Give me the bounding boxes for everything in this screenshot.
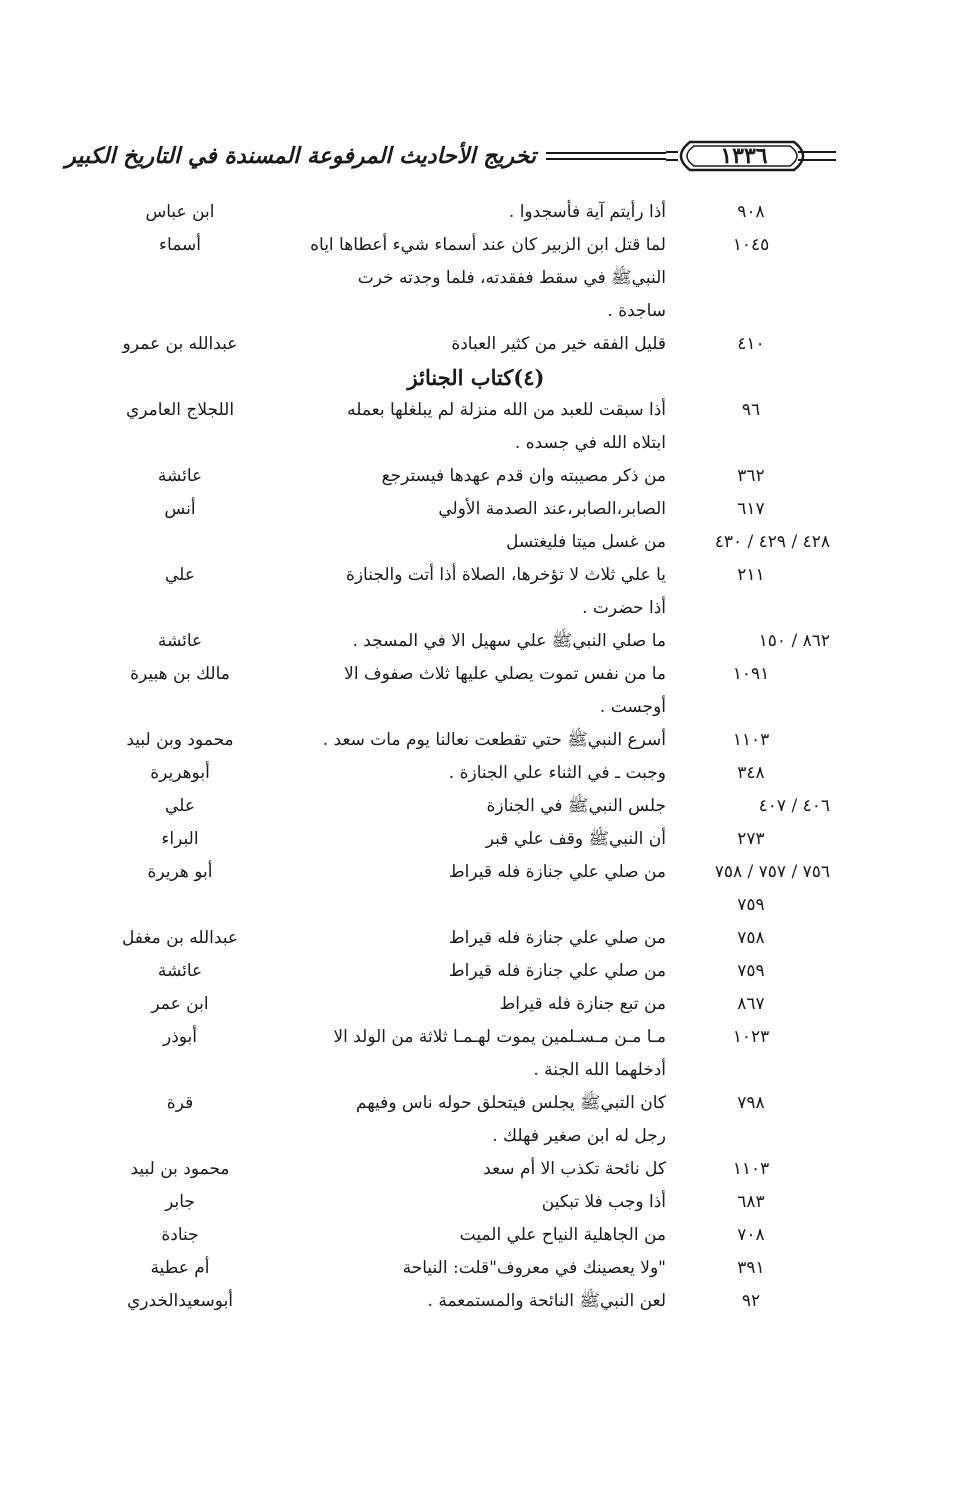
hadith-text bbox=[276, 856, 666, 889]
table-row bbox=[0, 1087, 956, 1153]
narrator-name: عبدالله بن عمرو bbox=[122, 334, 238, 354]
narrator-name: البراء bbox=[161, 829, 199, 849]
hadith-text-line: من صلي علي جنازة فله قيراط bbox=[448, 961, 666, 981]
hadith-text-line: ما من نفس تموت يصلي عليها ثلاث صفوف الا bbox=[344, 664, 666, 684]
hadith-text bbox=[276, 790, 666, 823]
table-row bbox=[0, 196, 956, 229]
hadith-text bbox=[276, 658, 666, 724]
hadith-number: ٢١١ bbox=[737, 565, 765, 585]
hadith-number: ١١٠٣ bbox=[732, 1159, 770, 1179]
hadith-number: ٤١٠ bbox=[737, 334, 765, 354]
hadith-text-line: الصابر،الصابر،عند الصدمة الأولي bbox=[438, 499, 666, 519]
table-row bbox=[0, 658, 956, 724]
hadith-text-line: قليل الفقه خير من كثير العبادة bbox=[451, 334, 666, 354]
narrator-name: عائشة bbox=[157, 631, 203, 651]
table-row bbox=[0, 625, 956, 658]
table-row bbox=[0, 1186, 956, 1219]
hadith-number: ٩٢ bbox=[741, 1291, 761, 1311]
hadith-number: ٨٦٧ bbox=[737, 994, 765, 1014]
narrator-name: محمود بن لبيد bbox=[130, 1159, 230, 1179]
table-row bbox=[0, 526, 956, 559]
hadith-text-line: أذا سبقت للعبد من الله منزلة لم يبلغلها بعمله bbox=[347, 400, 666, 420]
table-row bbox=[0, 757, 956, 790]
hadith-number: ١١٠٣ bbox=[732, 730, 770, 750]
hadith-number: ١٠٩١ bbox=[732, 664, 770, 684]
hadith-text bbox=[276, 1285, 666, 1318]
hadith-text bbox=[276, 955, 666, 988]
hadith-number: ٣٤٨ bbox=[737, 763, 765, 783]
table-row bbox=[0, 328, 956, 361]
narrator-name: قرة bbox=[166, 1093, 194, 1113]
narrator-name: ابن عمر bbox=[151, 994, 209, 1014]
page-header bbox=[65, 138, 836, 174]
table-row bbox=[0, 1153, 956, 1186]
hadith-number: ٧٩٨ bbox=[737, 1093, 765, 1113]
page-number: ١٣٣٦ bbox=[720, 143, 768, 169]
hadith-text bbox=[276, 1153, 666, 1186]
table-row bbox=[0, 1219, 956, 1252]
hadith-text bbox=[276, 394, 666, 460]
hadith-number: ٤٢٨ / ٤٢٩ / ٤٣٠ bbox=[714, 532, 830, 552]
narrator-name: اللجلاج العامري bbox=[125, 400, 235, 420]
hadith-text-line: أوجست . bbox=[599, 697, 666, 717]
narrator-name: أبو هريرة bbox=[147, 862, 213, 882]
section-heading-row bbox=[0, 361, 956, 394]
hadith-number: ٧٥٩ bbox=[737, 961, 765, 981]
hadith-number: ٨٦٢ / ١٥٠ bbox=[758, 631, 830, 651]
hadith-text bbox=[276, 1021, 666, 1087]
hadith-number: ٩٠٨ bbox=[737, 202, 765, 222]
narrator-name: جنادة bbox=[161, 1225, 199, 1245]
table-row bbox=[0, 493, 956, 526]
hadith-number: ٦٨٣ bbox=[737, 1192, 765, 1212]
narrator-name: أبوذر bbox=[162, 1027, 198, 1047]
hadith-text bbox=[276, 757, 666, 790]
table-row bbox=[0, 1021, 956, 1087]
hadith-number: ٤٠٦ / ٤٠٧ bbox=[758, 796, 830, 816]
hadith-text-line: أذا حضرت . bbox=[582, 598, 666, 618]
narrator-name: أم عطية bbox=[150, 1258, 210, 1278]
hadith-text-line: رجل له ابن صغير فهلك . bbox=[492, 1126, 666, 1146]
narrator-name: أبوسعيدالخدري bbox=[126, 1291, 234, 1311]
hadith-text bbox=[276, 1186, 666, 1219]
table-row bbox=[0, 394, 956, 460]
hadith-text-line: من صلي علي جنازة فله قيراط bbox=[448, 928, 666, 948]
hadith-number: ٧٠٨ bbox=[737, 1225, 765, 1245]
narrator-name: جابر bbox=[165, 1192, 195, 1212]
table-row bbox=[0, 229, 956, 328]
table-row bbox=[0, 559, 956, 625]
narrator-name: مالك بن هبيرة bbox=[130, 664, 230, 684]
hadith-number: ٦١٧ bbox=[737, 499, 765, 519]
hadith-text-line: أن النبيﷺ وقف علي قبر bbox=[485, 829, 666, 849]
hadith-text-line: لعن النبيﷺ النائحة والمستمعمة . bbox=[427, 1291, 666, 1311]
hadith-text-line: من الجاهلية النياح علي الميت bbox=[459, 1225, 666, 1245]
hadith-text-line: من تبع جنازة فله قيراط bbox=[499, 994, 666, 1014]
narrator-name: أبوهريرة bbox=[150, 763, 210, 783]
hadith-text-line: النبيﷺ في سقط ففقدته، فلما وجدته خرت bbox=[357, 268, 666, 288]
hadith-text bbox=[276, 328, 666, 361]
narrator-name: ابن عباس bbox=[145, 202, 215, 222]
hadith-text bbox=[276, 559, 666, 625]
hadith-text-line: كان التبيﷺ يجلس فيتحلق حوله ناس وفيهم bbox=[355, 1093, 666, 1113]
table-row bbox=[0, 790, 956, 823]
hadith-number: ٣٦٢ bbox=[737, 466, 765, 486]
table-row bbox=[0, 823, 956, 856]
running-title: تخريج الأحاديث المرفوعة المسندة في التاريخ الكبير bbox=[65, 143, 536, 169]
hadith-number: ٣٩١ bbox=[737, 1258, 765, 1278]
hadith-text bbox=[276, 823, 666, 856]
hadith-text-line: مـا مـن مـسـلمين يموت لهـمـا ثلاثة من الولد الا bbox=[333, 1027, 666, 1047]
hadith-text bbox=[276, 1219, 666, 1252]
narrator-name: علي bbox=[165, 796, 195, 816]
hadith-text bbox=[276, 526, 666, 559]
narrator-name: أسماء bbox=[159, 235, 201, 255]
hadith-index-table bbox=[0, 196, 956, 1318]
narrator-name: محمود وبن لبيد bbox=[126, 730, 234, 750]
hadith-text-line: أدخلهما الله الجنة . bbox=[533, 1060, 666, 1080]
hadith-number: ١٠٢٣ bbox=[732, 1027, 770, 1047]
hadith-text-line: وجبت ـ في الثناء علي الجنازة . bbox=[448, 763, 666, 783]
hadith-text-line: ابتلاه الله في جسده . bbox=[514, 433, 666, 453]
narrator-name: عائشة bbox=[157, 961, 203, 981]
hadith-number: ١٠٤٥ bbox=[732, 235, 770, 255]
hadith-text bbox=[276, 460, 666, 493]
hadith-text-line: ما صلي النبيﷺ علي سهيل الا في المسجد . bbox=[352, 631, 666, 651]
hadith-text-line: أسرع النبيﷺ حتي تقطعت نعالنا يوم مات سعد . bbox=[322, 730, 666, 750]
table-row bbox=[0, 460, 956, 493]
narrator-name: أنس bbox=[164, 499, 196, 519]
hadith-number: ٧٥٨ bbox=[737, 928, 765, 948]
hadith-text-line: أذا وجب فلا تبكين bbox=[541, 1192, 666, 1212]
hadith-number: ٢٧٣ bbox=[737, 829, 765, 849]
narrator-name: عائشة bbox=[157, 466, 203, 486]
hadith-text-line: جلس النبيﷺ في الجنازة bbox=[486, 796, 666, 816]
narrator-name: عبدالله بن مغفل bbox=[121, 928, 239, 948]
hadith-text-line: من ذكر مصيبته وان قدم عهدها فيسترجع bbox=[381, 466, 666, 486]
hadith-text bbox=[276, 625, 666, 658]
hadith-text bbox=[276, 988, 666, 1021]
hadith-text-line: من غسل ميتا فليغتسل bbox=[506, 532, 666, 552]
section-title: (٤)كتاب الجنائز bbox=[407, 365, 545, 390]
page-number-frame bbox=[666, 138, 836, 174]
table-row bbox=[0, 922, 956, 955]
table-row bbox=[0, 955, 956, 988]
hadith-text bbox=[276, 1252, 666, 1285]
hadith-number: ٩٦ bbox=[741, 400, 761, 420]
table-row bbox=[0, 988, 956, 1021]
hadith-text bbox=[276, 922, 666, 955]
narrator-name: علي bbox=[165, 565, 195, 585]
hadith-text-line: يا علي ثلاث لا تؤخرها، الصلاة أذا أتت والجنازة bbox=[345, 565, 666, 585]
hadith-number: ٧٥٩ bbox=[737, 895, 765, 915]
hadith-text bbox=[276, 229, 666, 328]
hadith-text-line: "ولا يعصينك في معروف"قلت: النياحة bbox=[402, 1258, 666, 1278]
hadith-text bbox=[276, 493, 666, 526]
hadith-text bbox=[276, 724, 666, 757]
hadith-text bbox=[276, 196, 666, 229]
table-row bbox=[0, 724, 956, 757]
hadith-text-line: لما قتل ابن الزبير كان عند أسماء شيء أعطاها اياه bbox=[310, 235, 666, 255]
table-row bbox=[0, 1252, 956, 1285]
table-row bbox=[0, 889, 956, 922]
hadith-text bbox=[276, 1087, 666, 1153]
header-double-rule bbox=[546, 152, 666, 160]
table-row bbox=[0, 1285, 956, 1318]
hadith-text-line: من صلي علي جنازة فله قيراط bbox=[448, 862, 666, 882]
hadith-number: ٧٥٦ / ٧٥٧ / ٧٥٨ bbox=[714, 862, 830, 882]
hadith-text-line: كل نائحة تكذب الا أم سعد bbox=[483, 1159, 666, 1179]
table-row bbox=[0, 856, 956, 889]
hadith-text-line: أذا رأيتم آية فأسجدوا . bbox=[508, 202, 666, 222]
hadith-text-line: ساجدة . bbox=[607, 301, 666, 321]
